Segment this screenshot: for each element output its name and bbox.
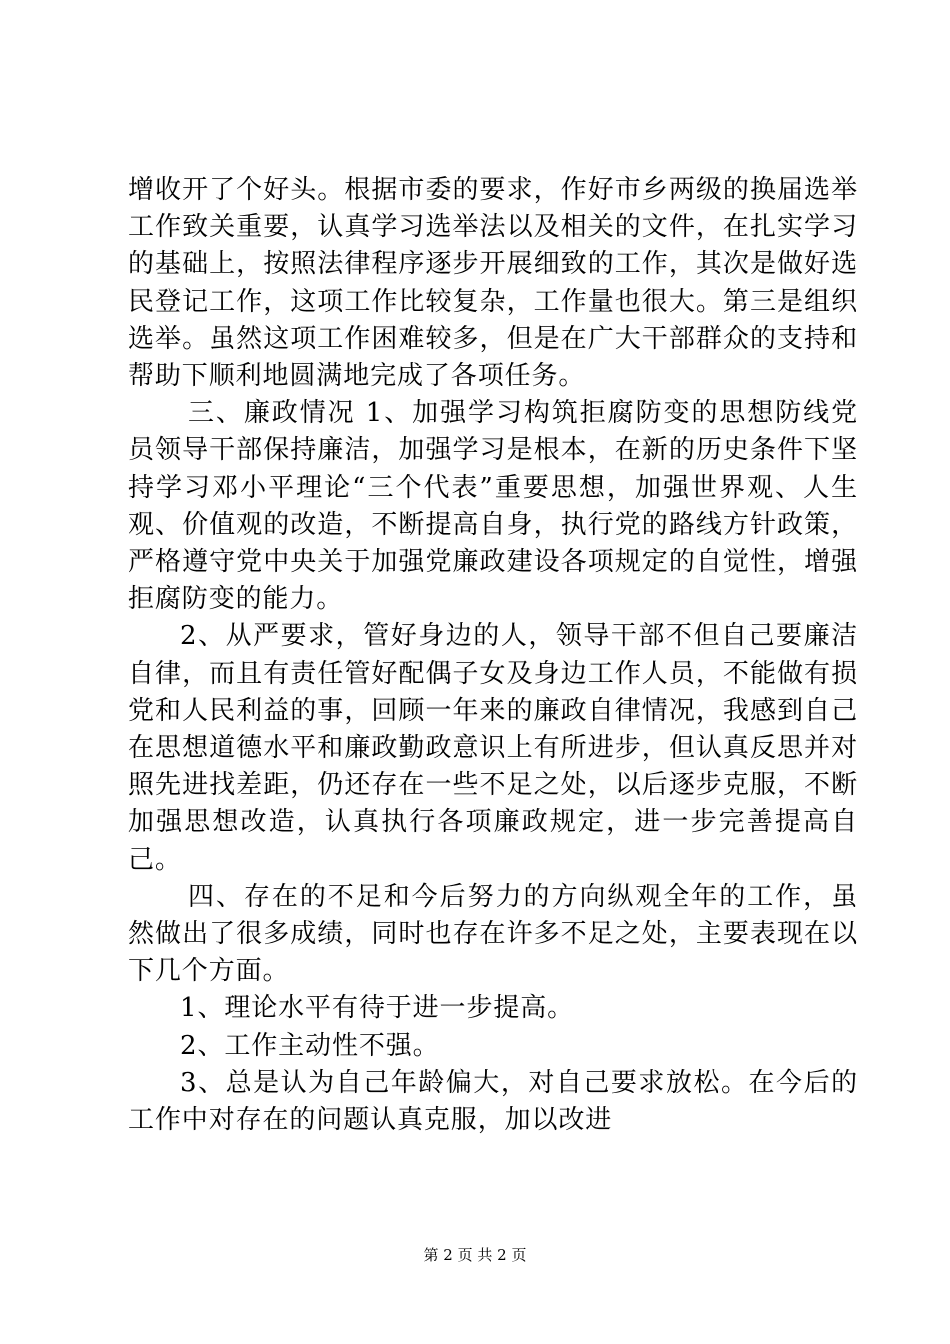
paragraph-shortcomings: 四、存在的不足和今后努力的方向纵观全年的工作，虽然做出了很多成绩，同时也存在许多不足之处，主要表现在以下几个方面。 bbox=[128, 881, 858, 987]
paragraph-election-work: 增收开了个好头。根据市委的要求，作好市乡两级的换届选举工作致关重要，认真学习选举法以及相关的文件，在扎实学习的基础上，按照法律程序逐步开展细致的工作，其次是做好选民登记工作，这项工作比较复杂，工作量也很大。第三是组织选举。虽然这项工作困难较多，但是在广大干部群众的支持和帮助下顺利地圆满地完成了各项任务。 bbox=[128, 175, 858, 392]
list-item-theory-level: 1、理论水平有待于进一步提高。 bbox=[180, 993, 575, 1024]
paragraph-integrity-study: 三、廉政情况 1、加强学习构筑拒腐防变的思想防线党员领导干部保持廉洁，加强学习是根本，在新的历史条件下坚持学习邓小平理论“三个代表”重要思想，加强世界观、人生观、价值观的改造，不断提高自身，执行党的路线方针政策，严格遵守党中央关于加强党廉政建设各项规定的自觉性，增强拒腐防变的能力。 bbox=[128, 398, 858, 615]
list-item-initiative: 2、工作主动性不强。 bbox=[180, 1030, 440, 1061]
document-body bbox=[128, 172, 858, 1139]
list-item-self-requirement: 3、总是认为自己年龄偏大，对自己要求放松。在今后的工作中对存在的问题认真克服，加以改进 bbox=[128, 1067, 858, 1136]
page-number-footer: 第 2 页 共 2 页 bbox=[423, 1246, 527, 1264]
paragraph-strict-requirements: 2、从严要求，管好身边的人，领导干部不但自己要廉洁自律，而且有责任管好配偶子女及身边工作人员，不能做有损党和人民利益的事，回顾一年来的廉政自律情况，我感到自己在思想道德水平和廉政勤政意识上有所进步，但认真反思并对照先进找差距，仍还存在一些不足之处，以后逐步克服，不断加强思想改造，认真执行各项廉政规定，进一步完善提高自己。 bbox=[128, 621, 858, 875]
